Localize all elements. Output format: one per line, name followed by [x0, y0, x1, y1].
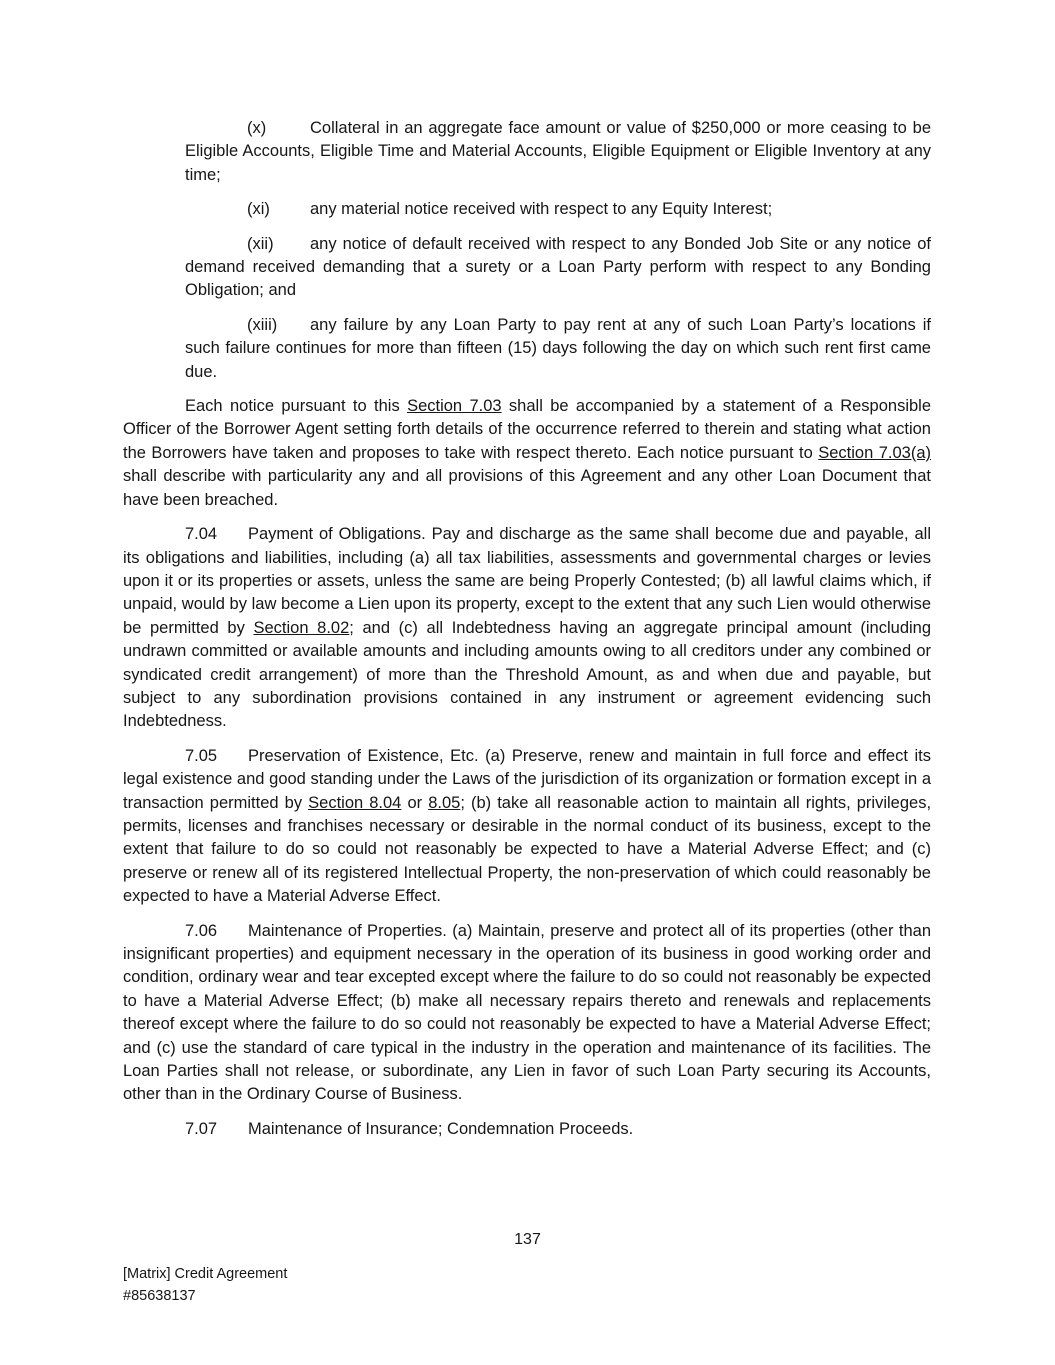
section-7-06-number: 7.06	[185, 921, 218, 940]
clause-xiii-marker: (xiii)	[247, 315, 278, 334]
section-ref-7-03a: Section 7.03(a)	[818, 443, 931, 462]
section-7-05	[123, 745, 931, 909]
section-7-06	[123, 920, 931, 1107]
page-number: 137	[514, 1231, 541, 1248]
section-7-07-text-1: Maintenance of Insurance; Condemnation Proceeds.	[248, 1119, 634, 1138]
section-ref-8-04: Section 8.04	[308, 793, 402, 812]
clause-xi-text: any material notice received with respect to any Equity Interest;	[310, 200, 773, 219]
footer-doc-id: #85638137	[123, 1287, 196, 1304]
section-7-04-text-1: Payment of Obligations. Pay and discharge as the same shall become due and payable, all its obligations and liabilities, including (a) all tax liabilities, assessments and governmental charges or levies upon it or its properties or assets, unless the same are being Properly Contested; (b) all lawful claims which, if unpaid, would by law become a Lien upon its property, except to the extent that any such Lien would otherwise be permitted by	[123, 525, 931, 637]
section-7-06-text-1: Maintenance of Properties. (a) Maintain, preserve and protect all of its properties (other than insignificant properties) and equipment necessary in the operation of its business in good working order and condition, ordinary wear and tear excepted except where the failure to do so could not reasonably be expected to have a Material Adverse Effect; (b) make all necessary repairs thereto and renewals and replacements thereof except where the failure to do so could not reasonably be expected to have a Material Adverse Effect; and (c) use the standard of care typical in the industry in the operation and maintenance of its facilities. The Loan Parties shall not release, or subordinate, any Lien in favor of such Loan Party securing its Accounts, other than in the Ordinary Course of Business.	[123, 921, 931, 1104]
document-footer	[123, 1264, 287, 1307]
clause-xi-marker: (xi)	[247, 200, 270, 219]
section-ref-8-05: 8.05	[428, 793, 461, 812]
clause-x	[185, 117, 931, 187]
clause-xii-text: any notice of default received with respect to any Bonded Job Site or any notice of demand received demanding that a surety or a Loan Party perform with respect to any Bonding Obligation; and	[185, 234, 931, 300]
section-7-05-number: 7.05	[185, 746, 218, 765]
clause-x-text: Collateral in an aggregate face amount or value of $250,000 or more ceasing to be Eligible Accounts, Eligible Time and Material Accounts, Eligible Equipment or Eligible Inventory at any time;	[185, 119, 931, 184]
section-7-05-text-3: ; (b) take all reasonable action to maintain all rights, privileges, permits, licenses and franchises necessary or desirable in the normal conduct of its business, except to the extent that failure to do so could not reasonably be expected to have a Material Adverse Effect; and (c) preserve or renew all of its registered Intellectual Property, the non-preservation of which could reasonably be expected to have a Material Adverse Effect.	[123, 793, 932, 906]
document-content	[123, 117, 931, 1152]
notice-text-2: shall be accompanied by a statement of a Responsible Officer of the Borrower Agent setting forth details of the occurrence referred to therein and stating what action the Borrowers have taken and proposes to take with respect thereto. Each notice pursuant to	[123, 397, 931, 462]
notice-text-1: Each notice pursuant to this	[185, 397, 408, 416]
clause-xi	[185, 198, 931, 221]
section-7-04-number: 7.04	[185, 525, 218, 544]
notice-text-3: shall describe with particularity any and all provisions of this Agreement and any other Loan Document that have been breached.	[123, 467, 931, 509]
section-7-04-text-2: ; and (c) all Indebtedness having an aggregate principal amount (including undrawn committed or available amounts and including amounts owing to all creditors under any combined or syndicated credit arrangement) of more than the Threshold Amount, as and when due and payable, but subject to any subordination provisions contained in any instrument or agreement evidencing such Indebtedness.	[123, 618, 932, 731]
clause-xiii-text: any failure by any Loan Party to pay rent at any of such Loan Party’s locations if such failure continues for more than fifteen (15) days following the day on which such rent first came due.	[185, 315, 931, 381]
clause-xiii	[185, 314, 931, 384]
section-ref-7-03: Section 7.03	[407, 397, 502, 416]
notice-paragraph	[123, 395, 931, 512]
section-7-05-text-1: Preservation of Existence, Etc. (a) Preserve, renew and maintain in full force and effect its legal existence and good standing under the Laws of the jurisdiction of its organization or formation except in a transaction permitted by	[123, 746, 931, 812]
clause-x-marker: (x)	[247, 119, 267, 137]
footer-doc-title: [Matrix] Credit Agreement	[123, 1266, 288, 1282]
section-7-07	[123, 1118, 931, 1141]
section-7-05-text-2: or	[401, 793, 429, 812]
section-ref-8-02: Section 8.02	[253, 618, 350, 637]
section-7-07-number: 7.07	[185, 1119, 218, 1138]
clause-xii	[185, 233, 931, 303]
clause-xii-marker: (xii)	[247, 234, 274, 253]
section-7-04	[123, 523, 931, 734]
